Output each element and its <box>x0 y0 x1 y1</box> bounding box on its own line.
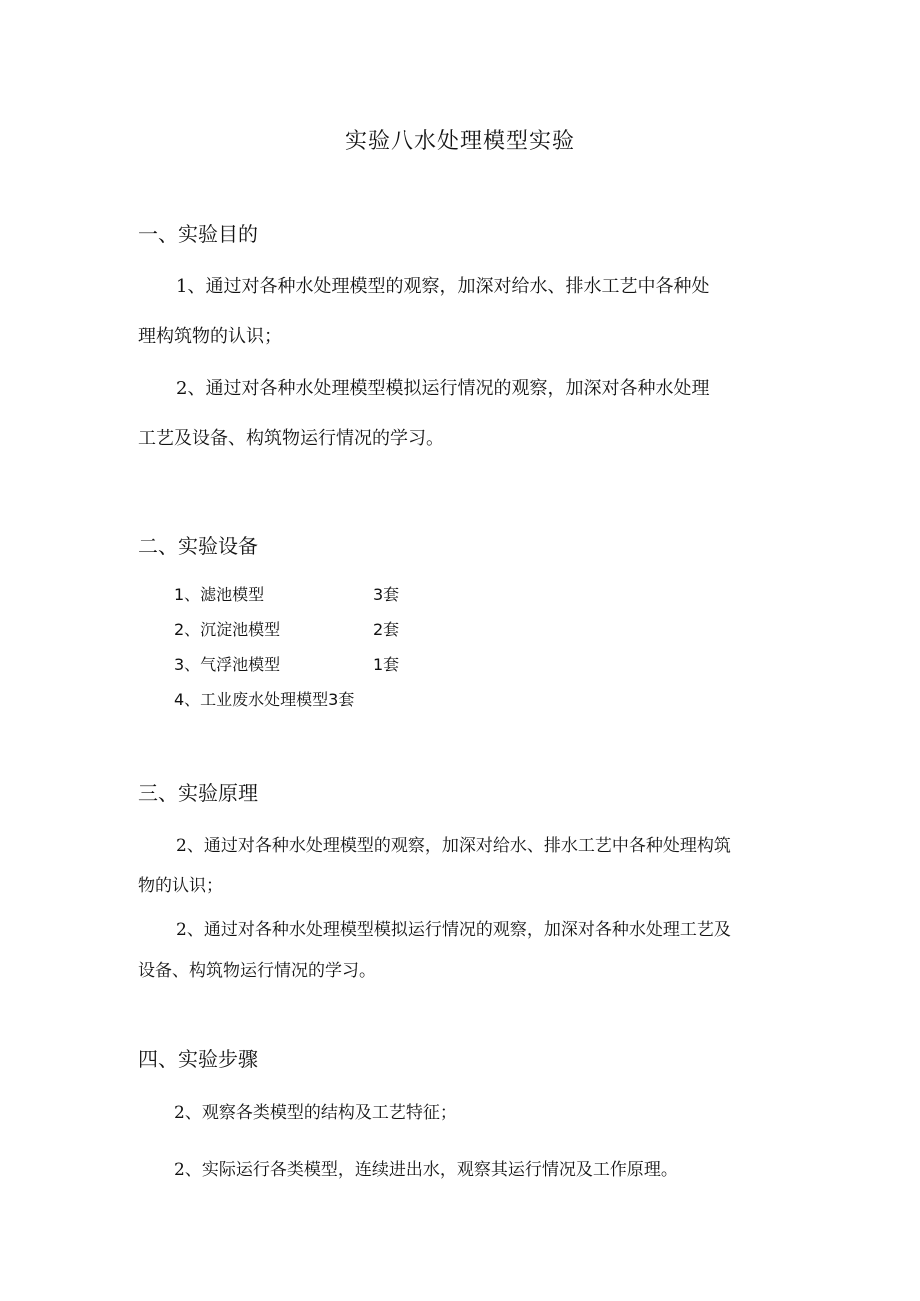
equipment-qty: 2套 <box>373 620 400 639</box>
equipment-qty: 3套 <box>373 585 400 604</box>
principle-item2-line2: 设备、构筑物运行情况的学习。 <box>138 961 376 981</box>
equipment-item <box>174 687 354 710</box>
heading-equipment: 二、实验设备 <box>138 534 258 558</box>
purpose-item1-line2: 理构筑物的认识； <box>138 326 282 347</box>
page-title: 实验八水处理模型实验 <box>344 129 575 154</box>
principle-item1-line2: 物的认识； <box>138 876 223 896</box>
step-item: 2、观察各类模型的结构及工艺特征； <box>174 1103 457 1123</box>
purpose-item1-line1: 1、通过对各种水处理模型的观察，加深对给水、排水工艺中各种处 <box>176 276 710 297</box>
equipment-name: 2、沉淀池模型 <box>174 620 281 639</box>
heading-purpose: 一、实验目的 <box>138 222 258 246</box>
equipment-name: 1、滤池模型 <box>174 585 265 604</box>
equipment-item <box>174 582 474 605</box>
principle-item1-line1: 2、通过对各种水处理模型的观察，加深对给水、排水工艺中各种处理构筑 <box>176 836 731 856</box>
equipment-item <box>174 617 474 640</box>
purpose-item2-line1: 2、通过对各种水处理模型模拟运行情况的观察，加深对各种水处理 <box>176 378 710 399</box>
equipment-name: 4、工业废水处理模型3套 <box>174 690 355 709</box>
step-item: 2、实际运行各类模型，连续进出水，观察其运行情况及工作原理。 <box>174 1160 678 1180</box>
heading-steps: 四、实验步骤 <box>138 1047 258 1071</box>
equipment-name: 3、气浮池模型 <box>174 655 281 674</box>
purpose-item2-line2: 工艺及设备、构筑物运行情况的学习。 <box>138 428 444 449</box>
heading-principle: 三、实验原理 <box>138 781 258 805</box>
equipment-item <box>174 652 474 675</box>
equipment-qty: 1套 <box>373 655 400 674</box>
principle-item2-line1: 2、通过对各种水处理模型模拟运行情况的观察，加深对各种水处理工艺及 <box>176 920 731 940</box>
